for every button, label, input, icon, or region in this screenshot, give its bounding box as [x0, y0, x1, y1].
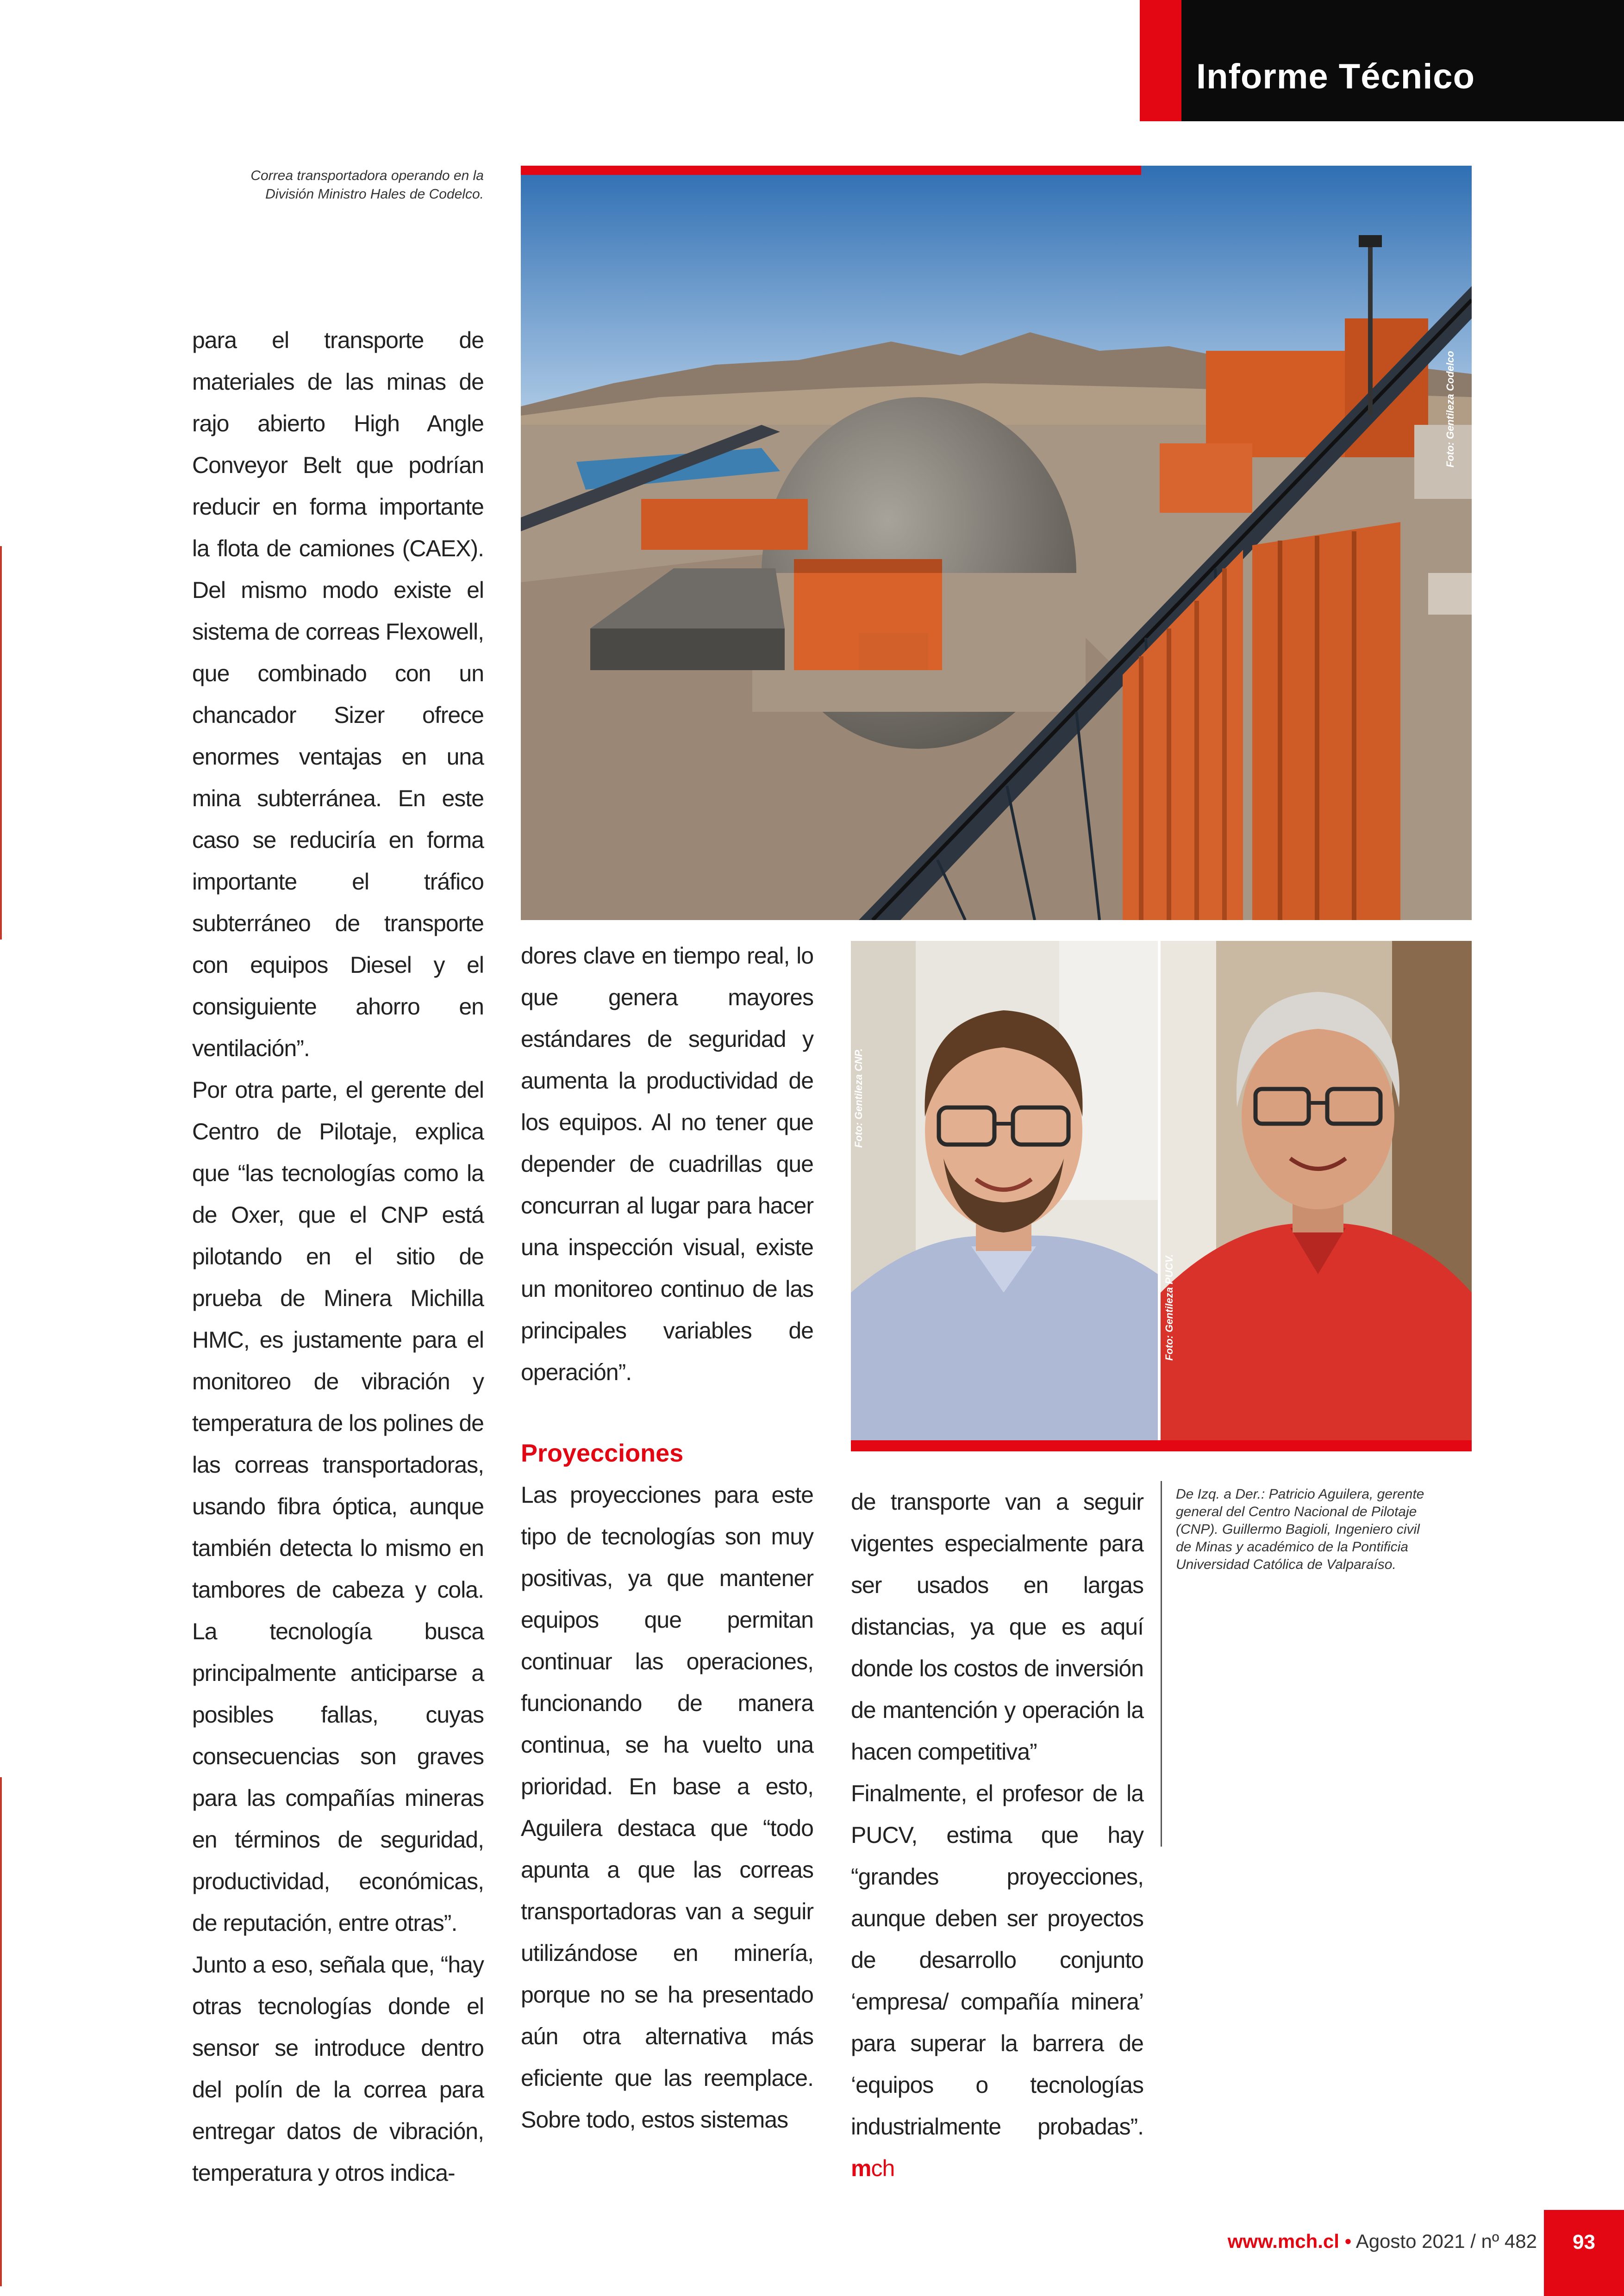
paragraph-text: Finalmente, el profesor de la PUCV, estima que hay “grandes proyecciones, aunque deben ser proyectos de desarrollo conjunto ‘empresa/ compañía minera’ para superar la barrera de ‘equipos o tecnologías industrialmente probadas”.	[851, 1780, 1143, 2140]
paragraph: Las proyecciones para este tipo de tecnologías son muy positivas, ya que mantener equipos que permitan continuar las operaciones, funcionando de manera continua, se ha vuelto una prioridad. En base a esto, Aguilera destaca que “todo apunta a que las correas transportadoras van a seguir utilizándose en minería, porque no se ha presentado aún otra alternativa más eficiente que las reemplace. Sobre todo, estos sistemas	[521, 1482, 813, 2133]
portrait-patricio-aguilera	[851, 941, 1158, 1443]
caption-rule	[1161, 1481, 1162, 1847]
photo-credit: Foto: Gentileza Codelco	[1444, 351, 1456, 467]
end-sign-bold: m	[851, 2155, 871, 2181]
conveyor-photo	[521, 166, 1472, 920]
paragraph: dores clave en tiempo real, lo que genera mayores estándares de seguridad y aumenta la productividad de los equipos. Al no tener que depender de cuadrillas que concurran al lugar para hacer una inspección visual, existe un monitoreo continuo de las principales variables de operación”.	[521, 943, 813, 1385]
portrait-caption: De Izq. a Der.: Patricio Aguilera, gerente general del Centro Nacional de Pilotaje (CNP). Guillermo Bagioli, Ingeniero civil de Minas y académico de la Pontificia Universidad Católica de Valparaíso.	[1176, 1487, 1424, 1572]
header-accent	[1140, 0, 1181, 121]
paragraph	[851, 1773, 1143, 2189]
article-column-2	[521, 935, 813, 1393]
paragraph: para el transporte de materiales de las minas de rajo abierto High Angle Conveyor Belt que podrían reducir en forma importante la flota de camiones (CAEX). Del mismo modo existe el sistema de correas Flexowell, que combinado con un chancador Sizer ofrece enormes ventajas en una mina subterránea. En este caso se reduciría en forma importante el tráfico subterráneo de transporte con equipos Diesel y el consiguiente ahorro en ventilación”.	[192, 327, 484, 1061]
portrait-accent-bar	[851, 1440, 1472, 1451]
section-title: Informe Técnico	[1196, 57, 1475, 96]
paragraph: Por otra parte, el gerente del Centro de Pilotaje, explica que “las tecnologías como la de Oxer, que el CNP está pilotando en el sitio de prueba de Minera Michilla HMC, es justamente para el monitoreo de vibración y temperatura de los polines de las correas transportadoras, usando fibra óptica, aunque también detecta lo mismo en tambores de cabeza y cola. La tecnología busca principalmente anticiparse a posibles fallas, cuyas consecuencias son graves para las compañías mineras en términos de seguridad, productividad, económicas, de reputación, entre otras”.	[192, 1077, 484, 1936]
footer-info	[1028, 2232, 1537, 2251]
footer-issue: Agosto 2021 / nº 482	[1355, 2230, 1537, 2252]
article-column-3	[851, 1481, 1143, 2189]
end-sign-light: ch	[871, 2155, 895, 2181]
edge-line	[0, 546, 2, 940]
paragraph: de transporte van a seguir vigentes especialmente para ser usados en largas distancias, ya que es aquí donde los costos de inversión de mantención y operación la hacen competitiva”	[851, 1489, 1143, 1765]
footer-url[interactable]: www.mch.cl	[1227, 2230, 1339, 2252]
portrait-guillermo-bagioli	[1161, 941, 1472, 1443]
paragraph: Junto a eso, señala que, “hay otras tecnologías donde el sensor se introduce dentro del polín de la correa para entregar datos de vibración, temperatura y otros indica-	[192, 1952, 484, 2186]
photo-accent-bar	[521, 166, 1141, 175]
article-column-1	[192, 319, 484, 2194]
section-subheading: Proyecciones	[521, 1439, 684, 1467]
photo-caption: Correa transportadora operando en la División Ministro Hales de Codelco.	[250, 168, 484, 202]
article-column-2b	[521, 1474, 813, 2140]
portrait-credit-right: Foto: Gentileza PUCV.	[1163, 1254, 1175, 1361]
footer-separator: •	[1344, 2230, 1352, 2252]
page-number: 93	[1544, 2210, 1624, 2296]
portrait-credit-left: Foto: Gentileza CNP.	[853, 1048, 864, 1148]
edge-line	[0, 1777, 2, 2286]
end-sign	[851, 2155, 894, 2181]
